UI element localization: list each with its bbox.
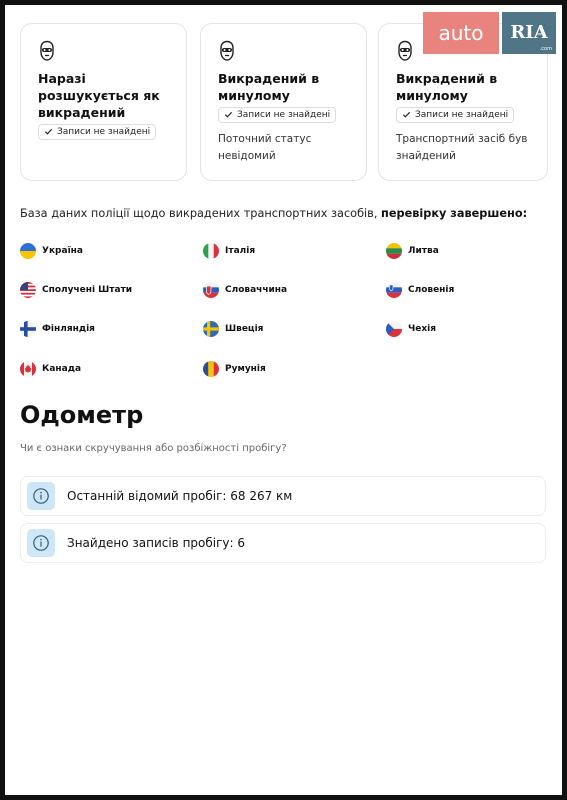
country-name: Фінляндія — [42, 324, 95, 334]
country-name: Україна — [42, 246, 83, 256]
country-czech — [386, 321, 436, 337]
theft-card-current — [20, 23, 187, 181]
no-records-chip — [218, 107, 336, 123]
romania-flag-icon — [203, 361, 219, 377]
card-title: Викрадений в минулому — [396, 71, 498, 103]
country-sweden — [203, 321, 263, 337]
no-records-chip — [396, 107, 514, 123]
country-ukraine — [20, 243, 83, 259]
card-description: Поточний статус невідомий — [218, 133, 312, 162]
logo-auto-text: auto — [423, 12, 499, 54]
police-db-text: База даних поліції щодо викрадених транспортних засобів, — [20, 207, 382, 220]
logo-ria-text: RIA — [510, 22, 548, 43]
odometer-title: Одометр — [20, 401, 144, 429]
logo-domain-text: .com — [539, 46, 552, 52]
mileage-records-row — [20, 523, 546, 563]
country-name: Румунія — [225, 364, 266, 374]
slovakia-flag-icon — [203, 282, 219, 298]
italy-flag-icon — [203, 243, 219, 259]
check-icon — [224, 110, 233, 119]
thief-mask-icon — [218, 40, 236, 62]
card-title: Наразі розшукується як викрадений — [38, 71, 160, 120]
country-name: Словаччина — [225, 285, 288, 295]
country-name: Сполучені Штати — [42, 285, 133, 295]
thief-mask-icon — [38, 40, 56, 62]
country-name: Словенія — [408, 285, 455, 295]
police-db-complete: перевірку завершено: — [381, 207, 528, 220]
slovenia-flag-icon — [386, 282, 402, 298]
info-icon — [32, 534, 50, 552]
country-name: Швеція — [225, 324, 264, 334]
country-canada — [20, 361, 81, 377]
chip-label: Записи не знайдені — [415, 109, 509, 120]
chip-label: Записи не знайдені — [57, 126, 151, 137]
theft-card-past — [200, 23, 367, 181]
country-name: Канада — [42, 364, 82, 374]
odometer-subtitle: Чи є ознаки скручування або розбіжності пробігу? — [20, 443, 287, 454]
chip-label: Записи не знайдені — [237, 109, 331, 120]
report-page — [5, 5, 562, 795]
sweden-flag-icon — [203, 321, 219, 337]
country-slovakia — [203, 282, 287, 298]
check-icon — [402, 110, 411, 119]
czech-flag-icon — [386, 321, 402, 337]
autoria-logo — [423, 12, 556, 54]
logo-ria-block — [502, 12, 556, 54]
country-romania — [203, 361, 266, 377]
last-mileage-text: Останній відомий пробіг: 68 267 км — [67, 489, 293, 503]
check-icon — [44, 127, 53, 136]
country-list — [20, 237, 560, 387]
country-slovenia — [386, 282, 454, 298]
country-finland — [20, 321, 95, 337]
canada-flag-icon — [20, 361, 36, 377]
country-lithuania — [386, 243, 439, 259]
finland-flag-icon — [20, 321, 36, 337]
info-icon — [32, 487, 50, 505]
card-description: Транспортний засіб був знайдений — [396, 133, 528, 162]
police-db-status — [20, 207, 560, 220]
country-usa — [20, 282, 132, 298]
country-name: Італія — [225, 246, 256, 256]
ukraine-flag-icon — [20, 243, 36, 259]
country-italy — [203, 243, 255, 259]
usa-flag-icon — [20, 282, 36, 298]
thief-mask-icon — [396, 40, 414, 62]
info-icon-box — [27, 529, 55, 557]
no-records-chip — [38, 124, 156, 140]
country-name: Чехія — [408, 324, 437, 334]
mileage-records-text: Знайдено записів пробігу: 6 — [67, 536, 246, 550]
lithuania-flag-icon — [386, 243, 402, 259]
info-icon-box — [27, 482, 55, 510]
card-title: Викрадений в минулому — [218, 71, 320, 103]
country-name: Литва — [408, 246, 439, 256]
last-mileage-row — [20, 476, 546, 516]
